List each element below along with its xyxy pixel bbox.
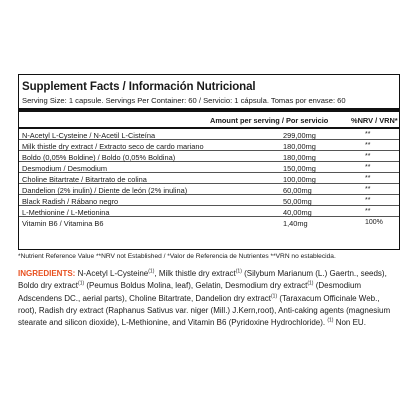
ingredient-amount: 60,00mg xyxy=(283,185,312,195)
ingredient-name: Dandelion (2% inulin) / Diente de león (2% inulina) xyxy=(22,185,188,195)
ingredient-amount: 50,00mg xyxy=(283,196,312,206)
table-row xyxy=(19,217,399,228)
ingredient-nrv: ** xyxy=(365,185,371,193)
non-eu-marker: (1) xyxy=(327,317,334,324)
table-row xyxy=(19,162,399,173)
ingredient-amount: 1,40mg xyxy=(283,218,308,228)
table-row xyxy=(19,173,399,184)
ingredient-nrv: ** xyxy=(365,174,371,182)
ingredient-nrv: ** xyxy=(365,207,371,215)
ingredient-nrv: ** xyxy=(365,141,371,149)
ingredient-nrv: ** xyxy=(365,196,371,204)
ingredient-text: Non EU. xyxy=(333,318,366,328)
ingredient-amount: 299,00mg xyxy=(283,130,316,140)
ingredient-name: N-Acetyl L-Cysteine / N-Acetil L-Cisteína xyxy=(22,130,156,140)
ingredient-nrv: ** xyxy=(365,152,371,160)
table-row xyxy=(19,151,399,162)
non-eu-marker: (1) xyxy=(148,268,155,275)
ingredient-amount: 180,00mg xyxy=(283,141,316,151)
ingredient-text: (Desmodium Adscendens DC., aerial parts), Choline Bitartrate, Dandelion dry extract xyxy=(18,281,362,303)
thick-divider xyxy=(19,108,399,112)
ingredient-text: (Peumus Boldus Molina, leaf), Gelatin, Desmodium dry extract xyxy=(84,281,308,291)
ingredient-name: Boldo (0,05% Boldine) / Boldo (0,05% Boldina) xyxy=(22,152,176,162)
facts-title: Supplement Facts / Información Nutricional xyxy=(22,81,256,93)
ingredient-name: Black Radish / Rábano negro xyxy=(22,196,119,206)
table-row xyxy=(19,195,399,206)
ingredient-amount: 180,00mg xyxy=(283,152,316,162)
ingredient-nrv: ** xyxy=(365,130,371,138)
ingredient-name: Milk thistle dry extract / Extracto seco de cardo mariano xyxy=(22,141,204,151)
ingredient-name: Desmodium / Desmodium xyxy=(22,163,108,173)
non-eu-marker: (1) xyxy=(307,280,314,287)
non-eu-marker: (1) xyxy=(78,280,85,287)
table-row xyxy=(19,140,399,151)
ingredient-nrv: ** xyxy=(365,163,371,171)
ingredients-paragraph xyxy=(18,268,400,329)
supplement-facts-panel xyxy=(18,74,400,250)
ingredient-text: N-Acetyl L-Cysteine xyxy=(75,269,149,278)
ingredient-amount: 100,00mg xyxy=(283,174,316,184)
table-row xyxy=(19,184,399,195)
serving-info: Serving Size: 1 capsule. Servings Per Container: 60 / Servicio: 1 cápsula. Tomas por envase: 60 xyxy=(22,96,346,105)
non-eu-marker: (1) xyxy=(271,292,278,299)
ingredient-text: (Silybum Marianum (L.) Gaertn., seeds), Boldo dry extract xyxy=(18,269,387,291)
nrv-column-header: %NRV / VRN* xyxy=(351,116,398,125)
ingredient-nrv: 100% xyxy=(365,218,383,226)
ingredient-name: Choline Bitartrate / Bitartrato de colina xyxy=(22,174,147,184)
ingredient-name: Vitamin B6 / Vitamina B6 xyxy=(22,218,104,228)
nrv-footnote: *Nutrient Reference Value **NRV not Established / *Valor de Referencia de Nutrientes **VRN no establecida. xyxy=(18,253,336,260)
ingredient-text: , Milk thistle dry extract xyxy=(154,269,236,278)
non-eu-marker: (1) xyxy=(235,268,242,275)
ingredient-name: L-Methionine / L-Metionina xyxy=(22,207,110,217)
ingredient-amount: 150,00mg xyxy=(283,163,316,173)
ingredients-label: INGREDIENTS: xyxy=(18,269,76,278)
ingredient-text: (Taraxacum Officinale Web., root), Radish dry extract (Raphanus Sativus var. niger (Mill.) J.Kern,root), Anti-caking agents (magnesium stearate and silicon dioxide), L-Methionine, and Vitamin B6 (Pyridoxine Hydrochloride). xyxy=(18,293,391,328)
table-row xyxy=(19,206,399,217)
amount-column-header: Amount per serving / Por servicio xyxy=(210,116,329,125)
ingredient-amount: 40,00mg xyxy=(283,207,312,217)
table-row xyxy=(19,129,399,140)
